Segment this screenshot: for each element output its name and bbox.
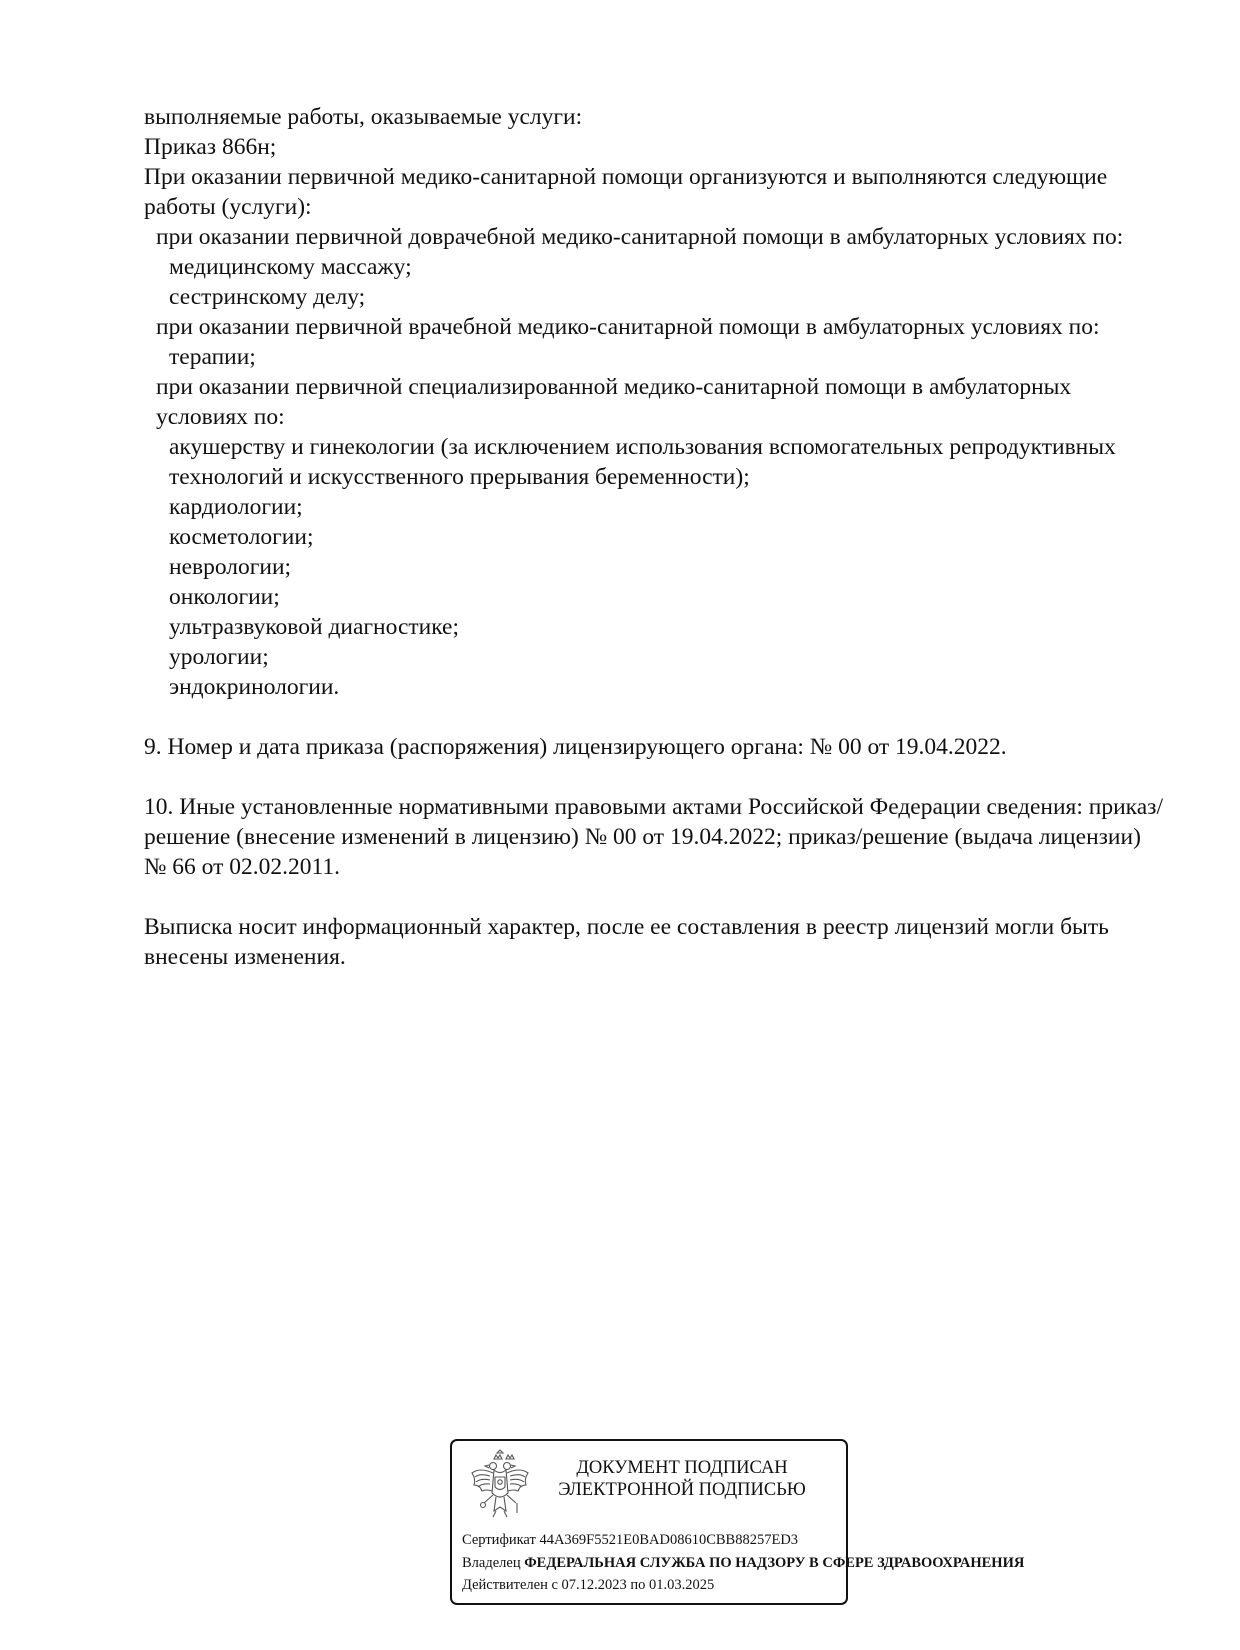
certificate-label: Сертификат xyxy=(462,1532,536,1548)
service-item: эндокринологии. xyxy=(169,674,340,700)
owner-label: Владелец xyxy=(462,1555,521,1571)
service-item: неврологии; xyxy=(169,554,292,580)
certificate-value: 44A369F5521E0BAD08610CBB88257ED3 xyxy=(539,1532,799,1548)
service-item: онкологии; xyxy=(169,584,280,610)
service-item: урологии; xyxy=(169,644,269,670)
service-item: косметологии; xyxy=(169,524,314,550)
certificate-row xyxy=(462,1531,798,1549)
prehospital-care-heading: при оказании первичной доврачебной медико-санитарной помощи в амбулаторных условиях по: xyxy=(156,224,1124,250)
physician-care-heading: при оказании первичной врачебной медико-санитарной помощи в амбулаторных условиях по: xyxy=(156,314,1100,340)
service-item: терапии; xyxy=(169,344,256,370)
service-item: медицинскому массажу; xyxy=(169,254,412,280)
specialized-care-heading: при оказании первичной специализированной медико-санитарной помощи в амбулаторных условиях по: xyxy=(156,374,1072,430)
document-body xyxy=(144,102,1164,972)
owner-value: ФЕДЕРАЛЬНАЯ СЛУЖБА ПО НАДЗОРУ В СФЕРЕ ЗДРАВООХРАНЕНИЯ xyxy=(524,1555,1025,1571)
service-item: акушерству и гинекологии (за исключением использования вспомогательных репродуктивных технологий и искусственного прерывания беременности); xyxy=(169,434,1116,490)
electronic-signature-stamp xyxy=(450,1439,1025,1605)
owner-row xyxy=(462,1554,1024,1572)
validity-row: Действителен с 07.12.2023 по 01.03.2025 xyxy=(462,1577,715,1593)
spacer xyxy=(144,882,1164,912)
spacer xyxy=(144,702,1164,732)
stamp-title-line2: ЭЛЕКТРОННОЙ ПОДПИСЬЮ xyxy=(558,1480,806,1500)
paragraph-9: 9. Номер и дата приказа (распоряжения) лицензирующего органа: № 00 от 19.04.2022. xyxy=(144,734,1007,760)
paragraph-10: 10. Иные установленные нормативными правовыми актами Российской Федерации сведения: приказ/решение (внесение изменений в лицензию) № 00 от 19.04.2022; приказ/решение (выдача лицензии) № 66 от 02.02.2011. xyxy=(144,794,1163,880)
order-reference: Приказ 866н; xyxy=(144,134,277,160)
double-headed-eagle-emblem-icon xyxy=(466,1449,534,1529)
primary-care-intro: При оказании первичной медико-санитарной помощи организуются и выполняются следующие работы (услуги): xyxy=(144,164,1108,220)
service-item: ультразвуковой диагностике; xyxy=(169,614,460,640)
stamp-title-line1: ДОКУМЕНТ ПОДПИСАН xyxy=(576,1458,788,1478)
spacer xyxy=(144,762,1164,792)
disclaimer-note: Выписка носит информационный характер, после ее составления в реестр лицензий могли быть внесены изменения. xyxy=(144,914,1109,970)
services-heading: выполняемые работы, оказываемые услуги: xyxy=(144,104,583,130)
service-item: сестринскому делу; xyxy=(169,284,366,310)
service-item: кардиологии; xyxy=(169,494,303,520)
